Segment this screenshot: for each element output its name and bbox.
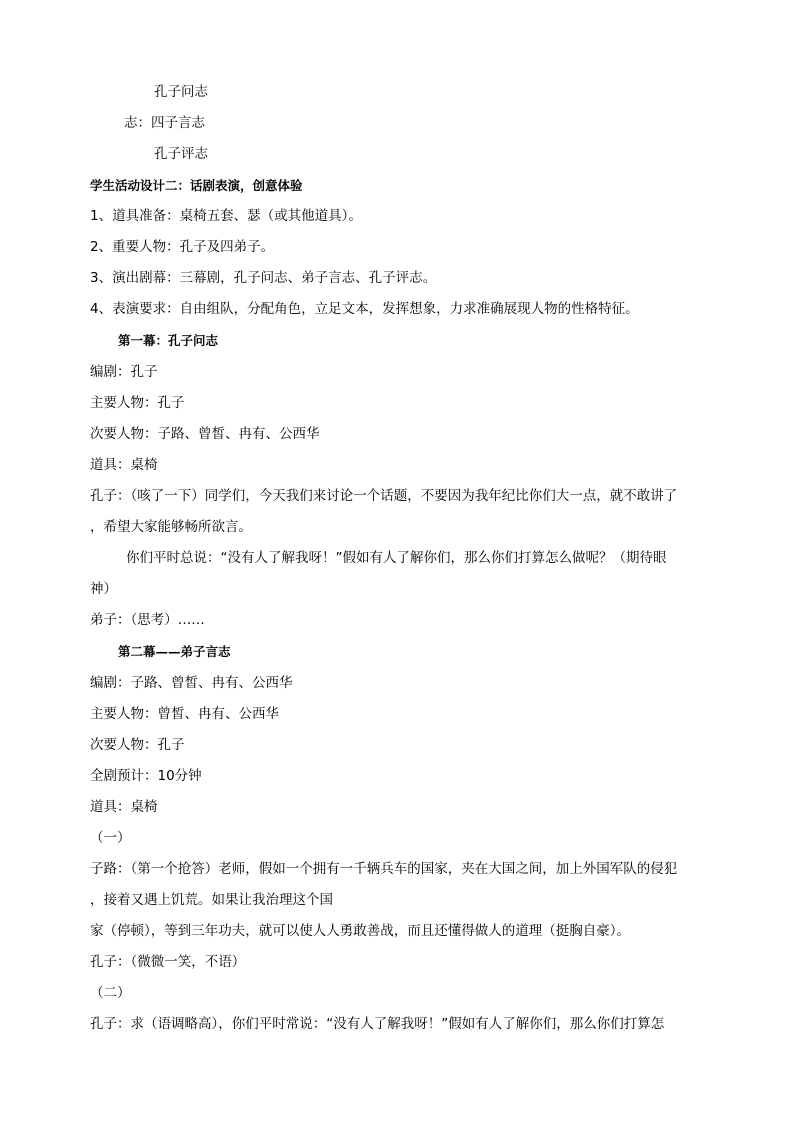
act2-dialogue-line: 家（停顿），等到三年功夫，就可以使人人勇敢善战，而且还懂得做人的道理（挺胸自豪）。 [90, 923, 630, 939]
act2-props: 道具：桌椅 [90, 799, 158, 815]
act2-dialogue-line: 子路：（第一个抢答）老师，假如一个拥有一千辆兵车的国家，夹在大国之间，加上外国军队的侵犯 [90, 861, 678, 877]
design2-point-2: 2、重要人物：孔子及四弟子。 [90, 239, 275, 255]
act1-dialogue-line: 你们平时总说：“没有人了解我呀！”假如有人了解你们，那么你们打算怎么做呢？（期待眼 [126, 550, 667, 566]
act1-dialogue-line: 弟子：（思考）…… [90, 612, 205, 628]
act2-writer: 编剧：子路、曾皙、冉有、公西华 [90, 675, 293, 691]
act1-main-roles: 主要人物：孔子 [90, 395, 185, 411]
outline-item-speak: 志：四子言志 [124, 115, 205, 131]
act1-title: 第一幕：孔子问志 [118, 333, 219, 348]
act1-dialogue-line: ，希望大家能够畅所欲言。 [90, 519, 252, 535]
act2-part-heading: （一） [90, 830, 131, 846]
act2-duration: 全剧预计：10分钟 [90, 768, 202, 784]
act2-main-roles: 主要人物：曾皙、冉有、公西华 [90, 706, 279, 722]
act2-part-heading: （二） [90, 985, 131, 1001]
act2-minor-roles: 次要人物：孔子 [90, 737, 185, 753]
design2-point-3: 3、演出剧幕：三幕剧，孔子问志、弟子言志、孔子评志。 [90, 270, 437, 286]
act2-dialogue-line: 孔子：（微微一笑，不语） [90, 954, 246, 970]
act1-writer: 编剧：孔子 [90, 364, 158, 380]
act1-props: 道具：桌椅 [90, 457, 158, 473]
outline-item-ask: 孔子问志 [154, 84, 208, 100]
act2-title: 第二幕——弟子言志 [118, 644, 231, 659]
act2-dialogue-line: 孔子：求（语调略高），你们平时常说：“没有人了解我呀！”假如有人了解你们，那么你们打算怎 [90, 1016, 665, 1032]
design2-point-4: 4、表演要求：自由组队，分配角色，立足文本，发挥想象，力求准确展现人物的性格特征。 [90, 301, 639, 317]
design2-heading: 学生活动设计二：话剧表演，创意体验 [90, 178, 303, 193]
design2-point-1: 1、道具准备：桌椅五套、瑟（或其他道具）。 [90, 208, 362, 224]
act1-dialogue-line: 神） [90, 581, 117, 597]
act2-dialogue-line: ，接着又遇上饥荒。如果让我治理这个国 [90, 892, 333, 908]
act1-dialogue-line: 孔子：（咳了一下）同学们，今天我们来讨论一个话题，不要因为我年纪比你们大一点，就不敢讲了 [90, 488, 678, 504]
act1-minor-roles: 次要人物：子路、曾皙、冉有、公西华 [90, 426, 320, 442]
outline-item-comment: 孔子评志 [154, 146, 208, 162]
